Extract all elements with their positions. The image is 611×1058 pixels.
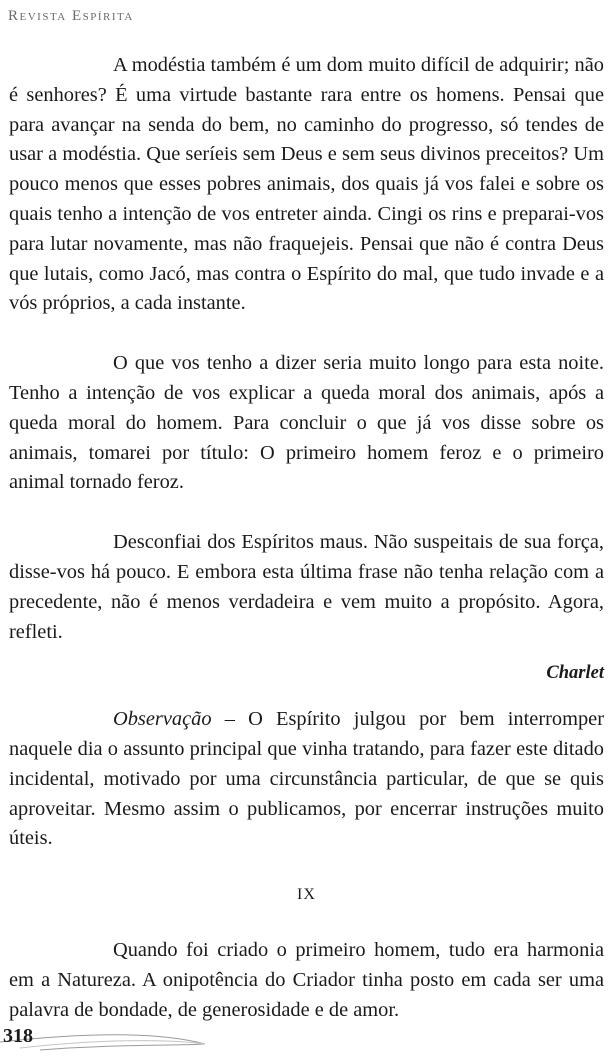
paragraph-modestia: A modéstia também é um dom muito difícil de adquirir; não é senhores? É uma virtude bastante rara entre os homens. Pensai que para avançar na senda do bem, no caminho do progresso, só tendes de usar a modéstia. Que seríeis sem Deus e sem seus divinos preceitos? Um pouco menos que esses pobres animais, dos quais já vos falei e sobre os quais tenho a intenção de vos entreter ainda. Cingi os rins e preparai-vos para lutar novamente, mas não fraquejeis. Pensai que não é contra Deus que lutais, como Jacó, mas contra o Espírito do mal, que tudo invade e a vós próprios, a cada instante. (9, 54, 604, 315)
observation-text: – O Espírito julgou por bem interromper naquele dia o assunto principal que vinha tratando, para fazer este ditado incidental, motivado por uma circunstância particular, de que se quis aproveitar. Mesmo assim o publicamos, por encerrar instruções muito úteis. (9, 708, 604, 850)
footer-ornament-line (0, 1022, 611, 1058)
page-body (9, 51, 604, 1025)
paragraph-observacao (9, 705, 604, 854)
observation-label: Observação (113, 708, 212, 731)
running-header: Revista Espírita (8, 8, 134, 24)
paragraph-queda-moral: O que vos tenho a dizer seria muito longo para esta noite. Tenho a intenção de vos explicar a queda moral dos animais, após a queda moral do homem. Para concluir o que já vos disse sobre os animais, tomarei por título: O primeiro homem feroz e o primeiro animal tornado feroz. (9, 352, 604, 494)
page-number: 318 (3, 1025, 33, 1047)
section-number: IX (297, 886, 316, 904)
signature-author: Charlet (546, 663, 604, 684)
paragraph-primeiro-homem: Quando foi criado o primeiro homem, tudo era harmonia em a Natureza. A onipotência do Criador tinha posto em cada ser uma palavra de bondade, de generosidade e de amor. (9, 938, 604, 1021)
paragraph-desconfiai: Desconfiai dos Espíritos maus. Não suspeitais de sua força, disse-vos há pouco. E embora esta última frase não tenha relação com a precedente, não é menos verdadeira e vem muito a propósito. Agora, refleti. (9, 531, 604, 643)
